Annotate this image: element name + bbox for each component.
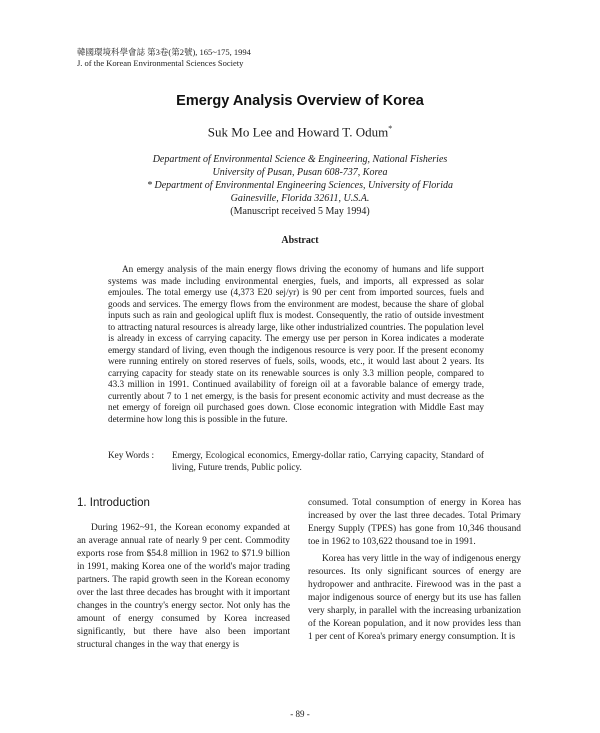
intro-paragraph-3: Korea has very little in the way of indigenous energy resources. Its only significant sources of energy are hydropower and anthracite. Firewood was in the past a major indigenous source of energy but its use has fallen very sharply, in parallel with the increasing urbanization of the Korean population, and it now provides less than 1 per cent of Korea's primary energy consumption. It is	[308, 554, 521, 642]
author-footnote-mark: *	[388, 124, 393, 133]
author-names: Suk Mo Lee and Howard T. Odum	[207, 124, 389, 140]
affiliation-line-2: University of Pusan, Pusan 608-737, Korea	[212, 167, 388, 178]
keywords	[108, 449, 484, 473]
keywords-label: Key Words :	[108, 450, 155, 460]
authors	[0, 124, 600, 140]
manuscript-received: (Manuscript received 5 May 1994)	[230, 206, 370, 217]
abstract-text: An emergy analysis of the main energy flows driving the economy of humans and life support systems was made including environmental energies, fuels, and imports, all expressed as solar emjoules. The total emergy use (4,373 E20 sej/yr) is 90 per cent from imported sources, fuels and goods and services. The emergy flows from the environment are modest, because the share of global inputs such as rain and geological uplift flux is modest. Consequently, the ratio of outside investment to attracting natural resources is already large, like other industrialized countries. The population level is already in excess of carrying capacity. The emergy use per person in Korea indicates a moderate emergy standard of living, even though the indigenous resource is very poor. If the present economy were running entirely on stored reserves of fuels, soils, woods, etc., it would last about 2 years. Its carrying capacity for steady state on its renewable sources is only 3.3 million people, compared to 43.3 million in 1991. Continued availability of foreign oil at a favorable balance of emergy trade, currently about 7 to 1 net emergy, is the basis for present economic activity and must decrease as the net emergy of foreign oil purchased goes down. Close economic integration with Middle East may determine how long this is possible in the future.	[108, 264, 484, 424]
affiliation-line-1: Department of Environmental Science & Engineering, National Fisheries	[152, 154, 448, 165]
intro-paragraph-2: consumed. Total consumption of energy in Korea has increased by over the last three decades. Total Primary Energy Supply (TPES) has gone from 10,346 thousand toe in 1962 to 103,622 thousand toe in 1991.	[308, 498, 521, 547]
affiliation-line-4: Gainesville, Florida 32611, U.S.A.	[230, 193, 370, 204]
left-column	[77, 497, 290, 652]
intro-paragraph-1: During 1962~91, the Korean economy expanded at an average annual rate of nearly 9 per cent. Commodity exports rose from $54.8 million in 1962 to $71.9 billion in 1991, making Korea one of the world's major trading partners. The rapid growth seen in the Korean economy over the last three decades has brought with it important changes in the country's energy sector. Not only has the amount of energy consumed by Korea increased significantly, but there have also been important structural changes in the way that energy is	[77, 523, 290, 650]
affiliations	[0, 153, 600, 218]
journal-header	[77, 47, 251, 69]
paper-title: Emergy Analysis Overview of Korea	[176, 93, 424, 109]
journal-citation-korean: 韓國環境科學會誌 第3卷(第2號), 165~175, 1994	[77, 47, 251, 57]
affiliation-line-3: * Department of Environmental Engineering Sciences, University of Florida	[147, 180, 453, 191]
keywords-text: Emergy, Ecological economics, Emergy-dollar ratio, Carrying capacity, Standard of living, Future trends, Public policy.	[172, 450, 484, 472]
section-heading-introduction: 1. Introduction	[77, 497, 150, 509]
right-column	[308, 497, 521, 644]
abstract-heading: Abstract	[281, 235, 319, 246]
page-number: - 89 -	[290, 709, 310, 719]
journal-citation-english: J. of the Korean Environmental Sciences Society	[77, 58, 244, 68]
